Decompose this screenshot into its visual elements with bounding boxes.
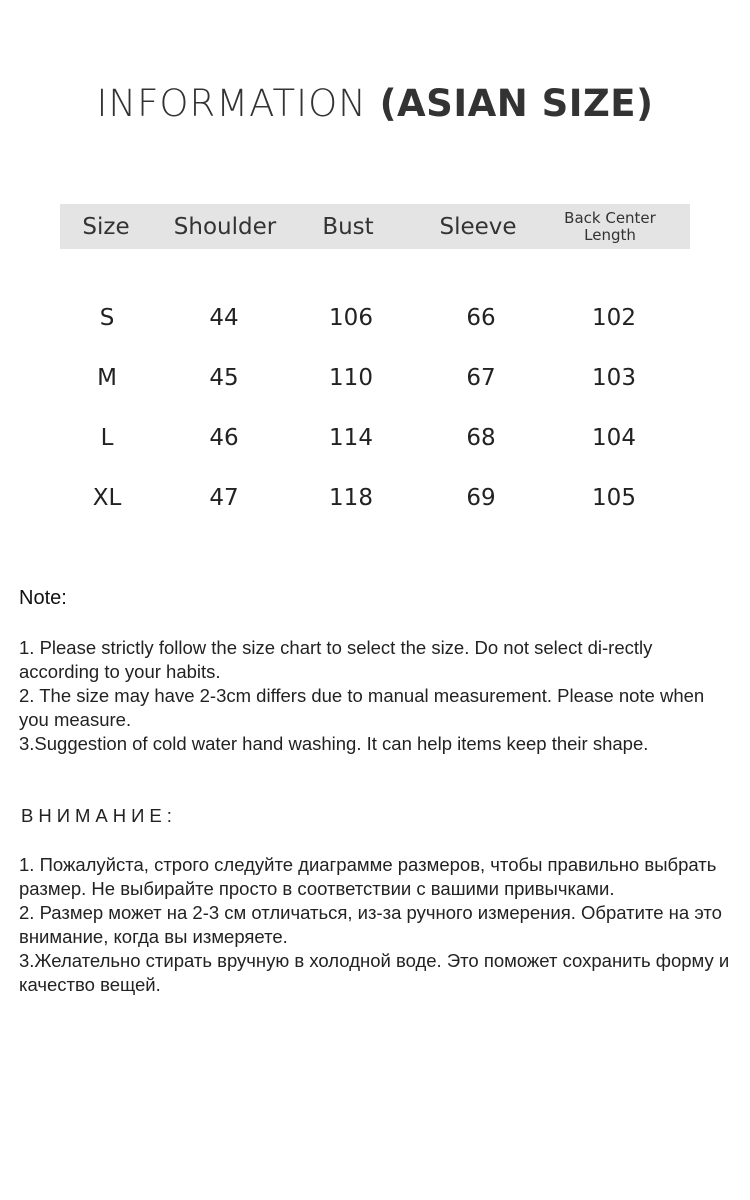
note-line: 3.Suggestion of cold water hand washing. It can help items keep their shape. bbox=[19, 733, 649, 754]
cell-shoulder: 46 bbox=[209, 425, 239, 451]
cell-size: M bbox=[97, 365, 117, 391]
note-text bbox=[19, 636, 719, 756]
header-length: Length bbox=[584, 225, 636, 244]
cell-sleeve: 66 bbox=[466, 305, 496, 331]
table-row bbox=[0, 418, 750, 458]
header-size: Size bbox=[82, 213, 130, 240]
cell-sleeve: 67 bbox=[466, 365, 496, 391]
cell-size: S bbox=[99, 305, 115, 331]
title-light: INFORMATION bbox=[96, 82, 380, 125]
cell-back-center-length: 102 bbox=[592, 305, 636, 331]
header-bust: Bust bbox=[322, 213, 374, 240]
russian-line: 1. Пожалуйста, строго следуйте диаграмме размеров, чтобы правильно выбрать размер. Не выбирайте просто в соответствии с вашими привычками. bbox=[19, 854, 717, 899]
table-header bbox=[60, 204, 690, 249]
cell-size: L bbox=[100, 425, 114, 451]
note-line: 1. Please strictly follow the size chart to select the size. Do not select di-rectly according to your habits. bbox=[19, 637, 653, 682]
russian-line: 2. Размер может на 2-3 см отличаться, из-за ручного измерения. Обратите на это внимание, когда вы измеряете. bbox=[19, 902, 722, 947]
cell-shoulder: 47 bbox=[209, 485, 239, 511]
russian-title: ВНИМАНИЕ: bbox=[21, 805, 177, 826]
header-sleeve: Sleeve bbox=[439, 213, 517, 240]
cell-back-center-length: 104 bbox=[592, 425, 636, 451]
cell-bust: 114 bbox=[329, 425, 373, 451]
header-back-center: Back Center bbox=[564, 208, 656, 227]
cell-shoulder: 45 bbox=[209, 365, 239, 391]
note-line: 2. The size may have 2-3cm differs due to manual measurement. Please note when you measure. bbox=[19, 685, 705, 730]
cell-bust: 106 bbox=[329, 305, 373, 331]
cell-bust: 110 bbox=[329, 365, 373, 391]
russian-text bbox=[19, 853, 731, 997]
note-title: Note: bbox=[19, 587, 67, 609]
cell-shoulder: 44 bbox=[209, 305, 239, 331]
title-bold: (ASIAN SIZE) bbox=[379, 82, 654, 125]
cell-back-center-length: 105 bbox=[592, 485, 636, 511]
cell-sleeve: 69 bbox=[466, 485, 496, 511]
cell-back-center-length: 103 bbox=[592, 365, 636, 391]
header-shoulder: Shoulder bbox=[173, 213, 277, 240]
cell-sleeve: 68 bbox=[466, 425, 496, 451]
page-title bbox=[0, 82, 750, 125]
header-back-center-length bbox=[550, 204, 670, 249]
table-row bbox=[0, 358, 750, 398]
russian-line: 3.Желательно стирать вручную в холодной воде. Это поможет сохранить форму и качество вещей. bbox=[19, 950, 730, 995]
cell-bust: 118 bbox=[329, 485, 373, 511]
cell-size: XL bbox=[92, 485, 122, 511]
table-row bbox=[0, 298, 750, 338]
table-row bbox=[0, 478, 750, 518]
